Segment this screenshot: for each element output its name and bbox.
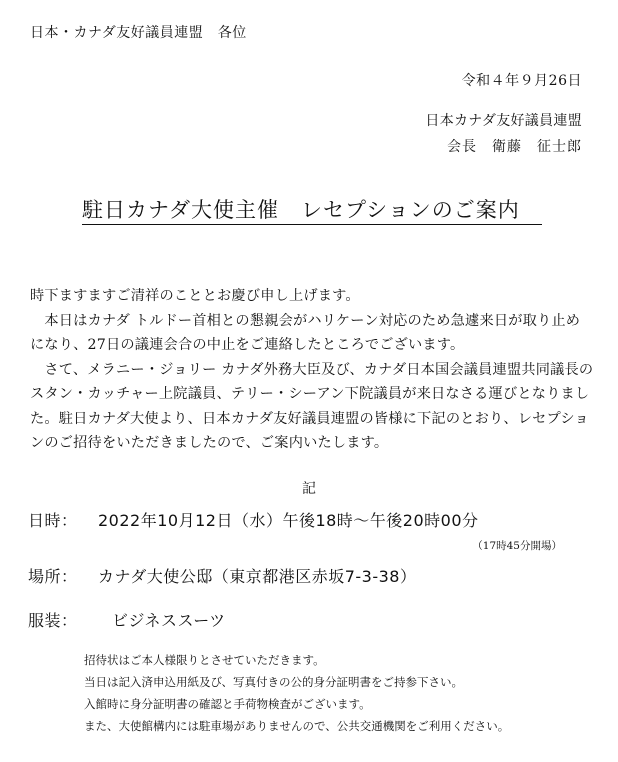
datetime-label: 日時：: [28, 511, 78, 530]
datetime-value: 2022年10月12日（水）午後18時〜午後20時00分: [98, 511, 479, 530]
body-paragraph-cancellation: 本日はカナダ トルドー首相との懇親会がハリケーン対応のため急遽来日が取り止めになり、27日の議連会合の中止をご連絡したところでございます。: [30, 312, 581, 353]
note-item: 入館時に身分証明書の確認と手荷物検査がございます。: [84, 697, 371, 711]
note-item: 当日は記入済申込用紙及び、写真付きの公的身分証明書をご持参下さい。: [84, 675, 464, 689]
sender-organization: 日本カナダ友好議員連盟: [425, 113, 582, 129]
document-title: 駐日カナダ大使主催 レセプションのご案内: [82, 198, 520, 222]
body-paragraph-invitation: さて、メラニー・ジョリー カナダ外務大臣及び、カナダ日本国会議員連盟共同議長のスタン・カッチャー上院議員、テリー・シーアン下院議員が来日なさる運びとなりました。駐日カナダ大使より、日本カナダ友好議員連盟の皆様に下記のとおり、レセプションのご招待をいただきましたので、ご案内いたします。: [30, 361, 594, 451]
notes-list: [84, 649, 509, 737]
place-label: 場所：: [28, 567, 78, 586]
title-underline: [82, 224, 542, 225]
document-date: 令和４年９月26日: [461, 73, 582, 89]
datetime-row: [28, 508, 479, 531]
dress-row: [28, 608, 226, 631]
sender-chair: 会長 衛藤 征士郎: [447, 139, 582, 155]
body-paragraph-greeting: 時下ますますご清祥のこととお慶び申し上げます。: [30, 288, 360, 304]
body-text: [30, 284, 594, 456]
note-item: 招待状はご本人様限りとさせていただきます。: [84, 653, 325, 667]
place-value: カナダ大使公邸（東京都港区赤坂7-3-38）: [98, 567, 417, 586]
dress-label: 服装：: [28, 611, 78, 630]
note-item: また、大使館構内には駐車場がありませんので、公共交通機関をご利用ください。: [84, 719, 510, 733]
datetime-note: （17時45分開場）: [472, 540, 562, 552]
place-row: [28, 564, 416, 587]
recipient-line: 日本・カナダ友好議員連盟 各位: [30, 25, 247, 41]
dress-value: ビジネススーツ: [112, 611, 226, 630]
ki-marker: 記: [302, 481, 316, 497]
